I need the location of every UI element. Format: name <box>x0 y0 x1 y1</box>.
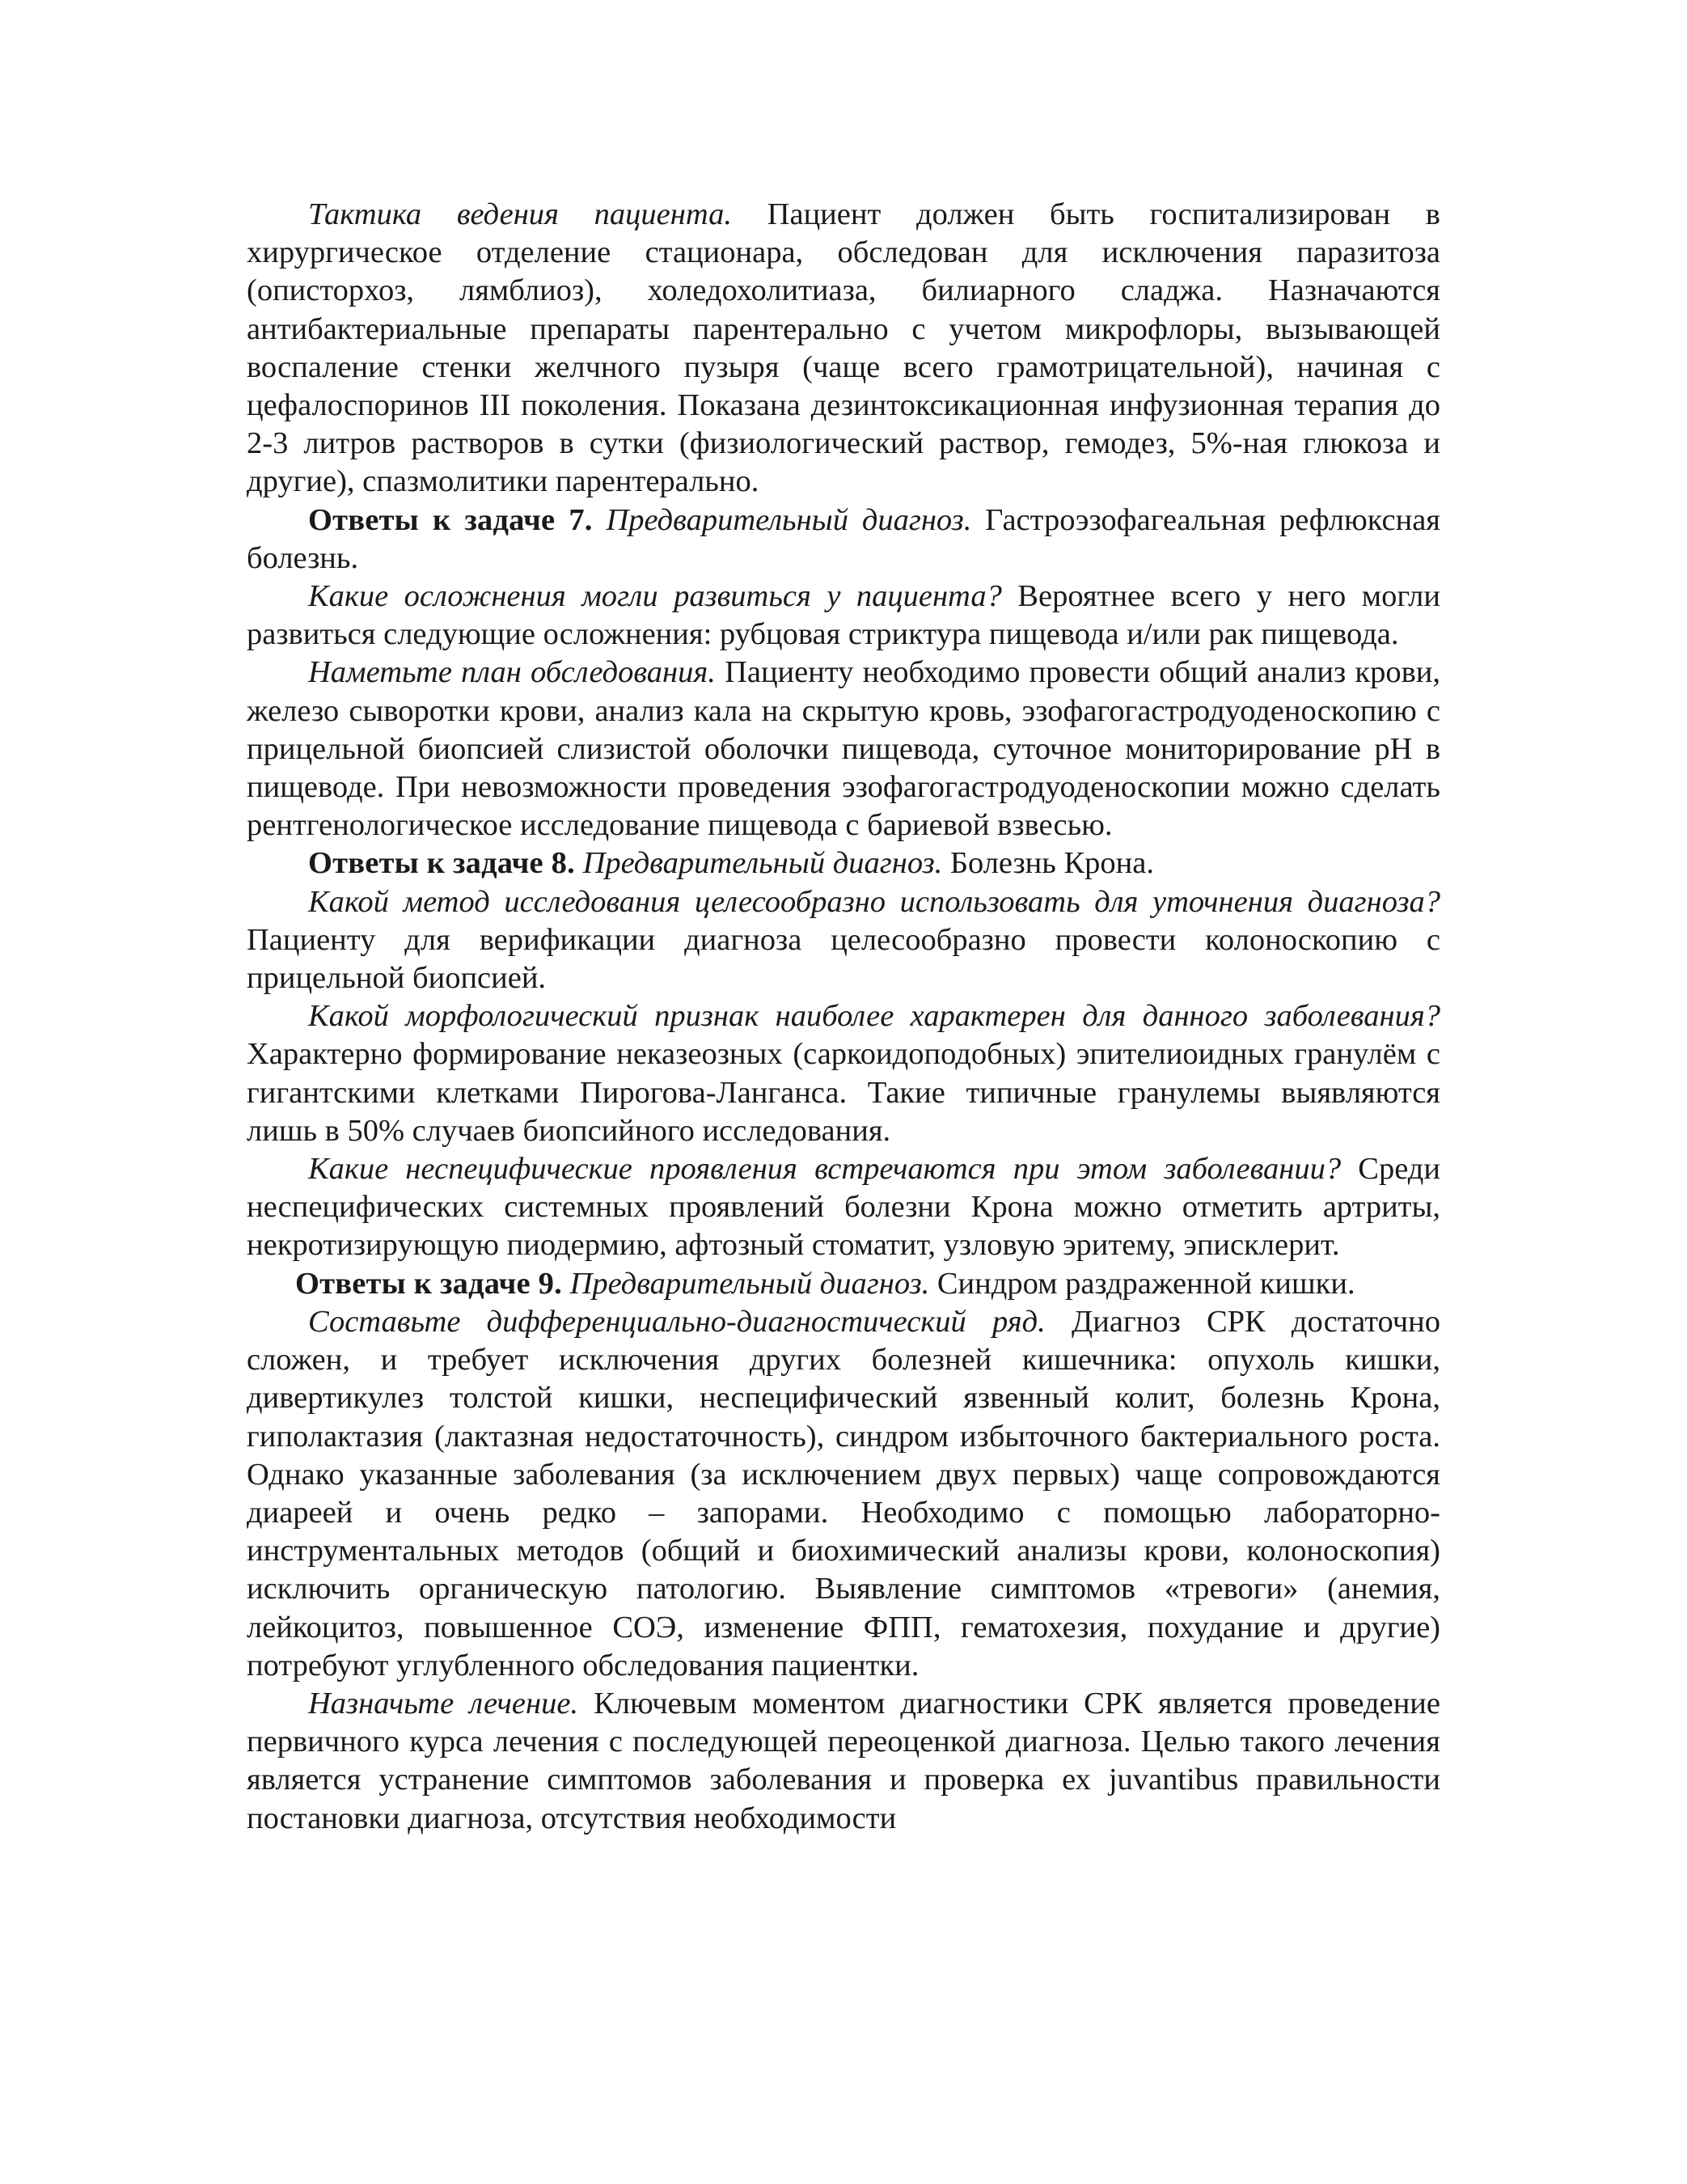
paragraph-italic-lead: Предварительный диагноз. <box>592 502 972 537</box>
paragraph-body: Болезнь Крона. <box>942 846 1154 881</box>
paragraph-examination-plan <box>247 654 1440 844</box>
paragraph-body: Гастроэзофагеальная рефлюксная болезнь. <box>247 502 1440 575</box>
paragraph-italic-lead: Предварительный диагноз. <box>561 1266 930 1301</box>
paragraph-italic-lead: Назначьте лечение. <box>308 1686 579 1721</box>
paragraph-morphological-sign <box>247 997 1440 1150</box>
paragraph-body: Характерно формирование неказеозных (саркоидоподобных) эпителиоидных гранулём с гигантскими клетками Пирогова-Ланганса. Такие типичные гранулемы выявляются лишь в 50% случаев биопсийного исследования. <box>247 1037 1440 1148</box>
paragraph-body: Пациенту необходимо провести общий анализ крови, железо сыворотки крови, анализ кала на скрытую кровь, эзофагогастродуоденоскопию с прицельной биопсией слизистой оболочки пищевода, суточное мониторирование pH в пищеводе. При невозможности проведения эзофагогастродуоденоскопии можно сделать рентгенологическое исследование пищевода с бариевой взвесью. <box>247 655 1440 843</box>
paragraph-bold-lead: Ответы к задаче 8. <box>308 846 575 881</box>
paragraph-body: Диагноз СРК достаточно сложен, и требует исключения других болезней кишечника: опухоль кишки, дивертикулез толстой кишки, неспецифический язвенный колит, болезнь Крона, гиполактазия (лактазная недостаточность), синдром избыточного бактериального роста. Однако указанные заболевания (за исключением двух первых) чаще сопровождаются диареей и очень редко – запорами. Необходимо с помощью лабораторно-инструментальных методов (общий и биохимический анализы крови, колоноскопия) исключить органическую патологию. Выявление симптомов «тревоги» (анемия, лейкоцитоз, повышенное СОЭ, изменение ФПП, гематохезия, похудание и другие) потребуют углубленного обследования пациентки. <box>247 1304 1440 1682</box>
paragraph-body: Вероятнее всего у него могли развиться следующие осложнения: рубцовая стриктура пищевода и/или рак пищевода. <box>247 579 1440 652</box>
paragraph-body: Ключевым моментом диагностики СРК является проведение первичного курса лечения с последующей переоценкой диагноза. Целью такого лечения является устранение симптомов заболевания и проверка ех juvantibus правильности постановки диагноза, отсутствия необходимости <box>247 1686 1440 1835</box>
paragraph-bold-lead: Ответы к задаче 7. <box>308 502 593 537</box>
document-page <box>247 196 1440 1838</box>
paragraph-italic-lead: Составьте дифференциально-диагностический ряд. <box>308 1304 1046 1339</box>
paragraph-italic-lead: Какой морфологический признак наиболее характерен для данного заболевания? <box>308 999 1440 1034</box>
paragraph-body: Пациент должен быть госпитализирован в хирургическое отделение стационара, обследован для исключения паразитоза (описторхоз, лямблиоз), холедохолитиаза, билиарного сладжа. Назначаются антибактериальные препараты парентерально с учетом микрофлоры, вызывающей воспаление стенки желчного пузыря (чаще всего грамотрицательной), начиная с цефалоспоринов III поколения. Показана дезинтоксикационная инфузионная терапия до 2-3 литров растворов в сутки (физиологический раствор, гемодез, 5%-ная глюкоза и другие), спазмолитики парентерально. <box>247 197 1440 499</box>
paragraph-italic-lead: Наметьте план обследования. <box>308 655 716 690</box>
paragraph-italic-lead: Тактика ведения пациента. <box>308 197 732 231</box>
paragraph-bold-lead: Ответы к задаче 9. <box>295 1266 562 1301</box>
paragraph-body: Пациенту для верификации диагноза целесообразно провести колоноскопию с прицельной биопсией. <box>247 922 1440 996</box>
paragraph-body: Синдром раздраженной кишки. <box>929 1266 1355 1301</box>
paragraph-tactics <box>247 196 1440 502</box>
paragraph-nonspecific-manifestations <box>247 1150 1440 1265</box>
paragraph-research-method <box>247 883 1440 998</box>
paragraph-treatment <box>247 1685 1440 1838</box>
paragraph-italic-lead: Какие неспецифические проявления встречаются при этом заболевании? <box>308 1152 1342 1187</box>
paragraph-answers-task-8 <box>247 844 1440 882</box>
paragraph-italic-lead: Предварительный диагноз. <box>574 846 943 881</box>
paragraph-complications <box>247 578 1440 654</box>
paragraph-answers-task-7 <box>247 502 1440 578</box>
paragraph-body: Среди неспецифических системных проявлений болезни Крона можно отметить артриты, некротизирующую пиодермию, афтозный стоматит, узловую эритему, эписклерит. <box>247 1152 1440 1263</box>
paragraph-answers-task-9 <box>247 1265 1440 1303</box>
paragraph-italic-lead: Какие осложнения могли развиться у пациента? <box>308 579 1002 614</box>
paragraph-differential-diagnosis <box>247 1303 1440 1685</box>
paragraph-italic-lead: Какой метод исследования целесообразно использовать для уточнения диагноза? <box>308 884 1440 919</box>
